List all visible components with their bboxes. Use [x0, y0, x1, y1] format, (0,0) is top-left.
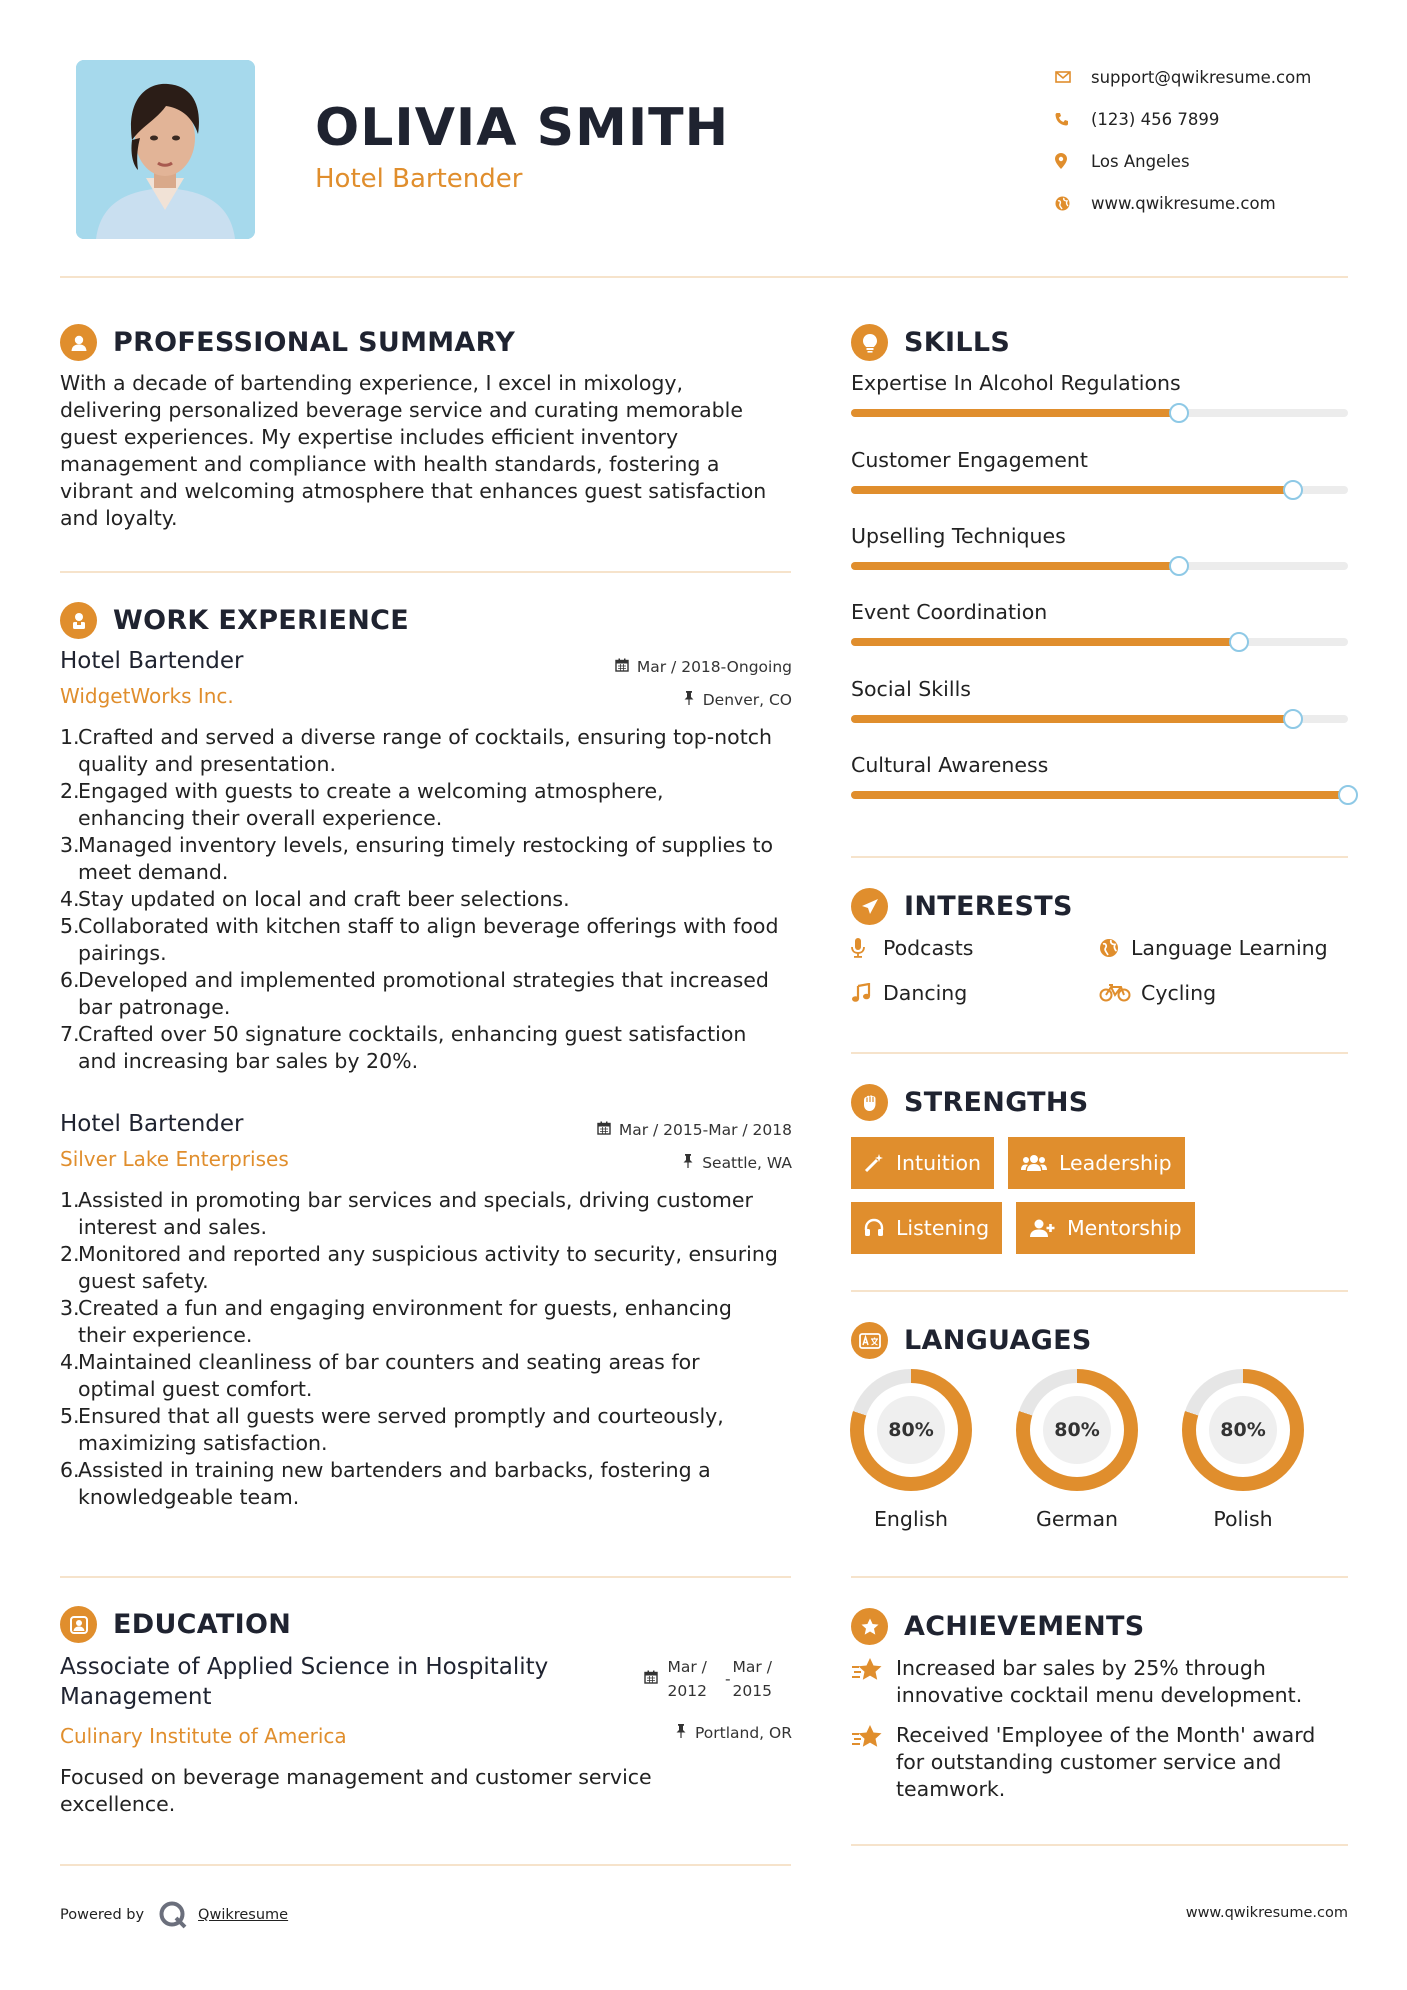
- profile-photo: [76, 60, 255, 239]
- summary-line: guest experiences. My expertise includes efficient inventory: [60, 425, 679, 449]
- experience-title: WORK EXPERIENCE: [113, 605, 409, 636]
- achievements-heading: [851, 1608, 1145, 1645]
- skill-item: [851, 677, 1348, 701]
- qwikresume-logo-icon: [158, 1900, 188, 1930]
- job-company: Silver Lake Enterprises: [60, 1147, 289, 1171]
- language-ring: [1016, 1369, 1138, 1491]
- interests-divider: [851, 1052, 1348, 1054]
- skill-bar-fill: [851, 715, 1293, 723]
- interest-label: Dancing: [883, 981, 968, 1005]
- star-award-icon: [851, 1722, 896, 1803]
- skill-bar-track: [851, 486, 1348, 494]
- pushpin-icon: [682, 1154, 694, 1172]
- list-item: 6. Assisted in training new bartenders and barbacks, fostering a knowledgeable team.: [60, 1458, 711, 1509]
- headphones-icon: [864, 1218, 884, 1238]
- language-ring: [1182, 1369, 1304, 1491]
- skills-title: SKILLS: [904, 327, 1011, 358]
- strength-label: Mentorship: [1067, 1216, 1182, 1240]
- bicycle-icon: [1099, 984, 1141, 1002]
- education-divider: [60, 1864, 791, 1866]
- graduate-icon: [60, 1606, 97, 1643]
- skill-bar-knob: [1283, 480, 1303, 500]
- summary-line: management and compliance with health standards, fostering a: [60, 452, 720, 476]
- contact-website[interactable]: [1055, 182, 1311, 224]
- list-item: 5. Collaborated with kitchen staff to align beverage offerings with food pairings.: [60, 914, 779, 965]
- achievements-title: ACHIEVEMENTS: [904, 1611, 1145, 1642]
- language-name: English: [873, 1507, 949, 1531]
- languages-divider: [851, 1576, 1348, 1578]
- job-entry: [60, 1111, 792, 1511]
- job-date-text: Mar / 2018-Ongoing: [636, 658, 792, 676]
- contact-list: [1055, 56, 1311, 224]
- job-entry: [60, 648, 792, 1075]
- magic-wand-icon: [864, 1153, 884, 1173]
- users-icon: [1021, 1153, 1047, 1173]
- skill-bar-knob: [1338, 785, 1358, 805]
- contact-phone[interactable]: [1055, 98, 1311, 140]
- star-badge-icon: [851, 1608, 888, 1645]
- skill-bar-fill: [851, 638, 1239, 646]
- skill-item: [851, 371, 1348, 395]
- job-location: [682, 1154, 792, 1172]
- globe-icon: [1055, 196, 1091, 211]
- strength-label: Leadership: [1059, 1151, 1172, 1175]
- interest-label: Language Learning: [1131, 936, 1328, 960]
- candidate-role: Hotel Bartender: [315, 164, 523, 194]
- language-name: German: [1035, 1507, 1119, 1531]
- skill-bar-fill: [851, 486, 1293, 494]
- skills-heading: [851, 324, 1010, 361]
- summary-title: PROFESSIONAL SUMMARY: [113, 327, 516, 358]
- pushpin-icon: [675, 1724, 687, 1742]
- skill-bar-fill: [851, 791, 1348, 799]
- pushpin-icon: [683, 691, 695, 709]
- summary-heading: [60, 324, 515, 361]
- language-item: [1016, 1369, 1138, 1531]
- skill-bar-knob: [1169, 403, 1189, 423]
- skill-name: Expertise In Alcohol Regulations: [851, 371, 1181, 395]
- interest-label: Cycling: [1141, 981, 1217, 1005]
- skill-bar-knob: [1229, 632, 1249, 652]
- language-percent: 80%: [1209, 1396, 1277, 1464]
- strength-tag: [851, 1137, 994, 1189]
- strength-tag: [851, 1202, 1002, 1254]
- envelope-icon: [1055, 71, 1091, 83]
- phone-icon: [1055, 112, 1091, 126]
- contact-phone-text: (123) 456 7899: [1091, 109, 1220, 129]
- footer-website[interactable]: www.qwikresume.com: [1185, 1905, 1348, 1921]
- skill-bar-track: [851, 638, 1348, 646]
- microphone-icon: [851, 938, 883, 958]
- interests-heading: [851, 888, 1073, 925]
- skill-bar-knob: [1169, 556, 1189, 576]
- list-item: 4. Stay updated on local and craft beer selections.: [60, 887, 570, 911]
- interest-label: Podcasts: [883, 936, 974, 960]
- skill-bar-knob: [1283, 709, 1303, 729]
- education-title: EDUCATION: [113, 1609, 292, 1640]
- calendar-icon: [615, 658, 629, 676]
- language-percent: 80%: [1043, 1396, 1111, 1464]
- user-plus-icon: [1029, 1218, 1055, 1238]
- achievement-item: [851, 1655, 1331, 1709]
- skill-name: Event Coordination: [851, 600, 1048, 624]
- school-name: Culinary Institute of America: [60, 1724, 347, 1748]
- skill-item: [851, 524, 1348, 548]
- languages-heading: [851, 1322, 1092, 1359]
- contact-location: [1055, 140, 1311, 182]
- globe-icon: [1099, 938, 1131, 958]
- interest-item: [851, 981, 967, 1005]
- language-icon: [851, 1322, 888, 1359]
- education-location: [675, 1724, 792, 1742]
- powered-by-label: Powered by: [60, 1907, 145, 1923]
- skill-bar-fill: [851, 562, 1179, 570]
- list-item: 5. Ensured that all guests were served promptly and courteously, maximizing satisfaction.: [60, 1404, 724, 1455]
- list-item: 2. Engaged with guests to create a welcoming atmosphere, enhancing their overall experience.: [60, 779, 664, 830]
- list-item: 6. Developed and implemented promotional strategies that increased bar patronage.: [60, 968, 769, 1019]
- summary-line: With a decade of bartending experience, I excel in mixology,: [60, 371, 684, 395]
- job-company: WidgetWorks Inc.: [60, 684, 234, 708]
- education-entry: [60, 1652, 792, 1818]
- language-name: Polish: [1213, 1507, 1273, 1531]
- skill-bar-track: [851, 715, 1348, 723]
- achievement-item: [851, 1722, 1331, 1803]
- summary-line: delivering personalized beverage service and curating memorable: [60, 398, 743, 422]
- lightbulb-icon: [851, 324, 888, 361]
- contact-location-text: Los Angeles: [1091, 151, 1190, 171]
- job-location: [683, 691, 792, 709]
- user-icon: [60, 324, 97, 361]
- job-location-text: Denver, CO: [702, 691, 792, 709]
- language-ring: [850, 1369, 972, 1491]
- list-item: 4. Maintained cleanliness of bar counters and seating areas for optimal guest comfort.: [60, 1350, 700, 1401]
- education-date: [644, 1655, 773, 1703]
- skill-bar-track: [851, 562, 1348, 570]
- experience-divider: [60, 1576, 791, 1578]
- summary-line: and loyalty.: [60, 506, 178, 530]
- education-description: Focused on beverage management and customer service excellence.: [60, 1765, 652, 1816]
- education-heading: [60, 1606, 291, 1643]
- list-item: 2. Monitored and reported any suspicious activity to security, ensuring guest safety.: [60, 1242, 778, 1293]
- skill-item: [851, 600, 1348, 624]
- job-duties: [60, 1187, 792, 1511]
- interest-item: [1099, 981, 1216, 1005]
- list-item: 3. Managed inventory levels, ensuring timely restocking of supplies to meet demand.: [60, 833, 774, 884]
- interest-item: [1099, 936, 1328, 960]
- skill-name: Cultural Awareness: [851, 753, 1049, 777]
- job-date-text: Mar / 2015-Mar / 2018: [618, 1121, 792, 1139]
- language-item: [850, 1369, 972, 1531]
- skill-name: Upselling Techniques: [851, 524, 1066, 548]
- edu-end: Mar / 2015: [732, 1658, 772, 1700]
- strength-label: Listening: [896, 1216, 990, 1240]
- summary-line: vibrant and welcoming atmosphere that enhances guest satisfaction: [60, 479, 767, 503]
- edu-start: Mar / 2012: [667, 1658, 707, 1700]
- edu-date-dash: -: [724, 1670, 731, 1688]
- achievements-divider: [851, 1844, 1348, 1846]
- job-duties: [60, 724, 792, 1075]
- experience-heading: [60, 602, 409, 639]
- skills-divider: [851, 856, 1348, 858]
- job-title: Hotel Bartender: [60, 648, 244, 674]
- contact-email-text: support@qwikresume.com: [1091, 67, 1312, 87]
- skill-name: Social Skills: [851, 677, 971, 701]
- skill-bar-fill: [851, 409, 1179, 417]
- skill-bar-track: [851, 409, 1348, 417]
- strength-tag: [1008, 1137, 1185, 1189]
- strengths-heading: [851, 1084, 1089, 1121]
- list-item: 3. Created a fun and engaging environment for guests, enhancing their experience.: [60, 1296, 732, 1347]
- language-item: [1182, 1369, 1304, 1531]
- list-item: 7. Crafted over 50 signature cocktails, enhancing guest satisfaction and increasing bar sales by 20%.: [60, 1022, 747, 1073]
- paper-plane-icon: [851, 888, 888, 925]
- header-divider: [60, 276, 1348, 278]
- list-item: 1. Assisted in promoting bar services and specials, driving customer interest and sales.: [60, 1188, 753, 1239]
- strengths-divider: [851, 1290, 1348, 1292]
- portrait-image: [76, 60, 255, 239]
- list-item: 1. Crafted and served a diverse range of cocktails, ensuring top-notch quality and presentation.: [60, 725, 772, 776]
- job-title: Hotel Bartender: [60, 1111, 244, 1137]
- fist-icon: [851, 1084, 888, 1121]
- music-note-icon: [851, 983, 883, 1003]
- summary-text: [60, 370, 800, 532]
- calendar-icon: [644, 1667, 658, 1691]
- calendar-icon: [597, 1121, 611, 1139]
- achievement-text: Increased bar sales by 25% through innovative cocktail menu development.: [896, 1656, 1303, 1707]
- language-percent: 80%: [877, 1396, 945, 1464]
- briefcase-user-icon: [60, 602, 97, 639]
- degree-title: Associate of Applied Science in Hospitality Management: [60, 1654, 549, 1710]
- job-location-text: Seattle, WA: [702, 1154, 792, 1172]
- interest-item: [851, 936, 973, 960]
- map-pin-icon: [1055, 153, 1091, 169]
- candidate-name: OLIVIA SMITH: [315, 98, 730, 158]
- interests-title: INTERESTS: [904, 891, 1073, 922]
- qwikresume-link[interactable]: Qwikresume: [198, 1907, 289, 1923]
- job-date: [615, 658, 792, 676]
- footer-powered-by: [60, 1900, 288, 1930]
- achievement-text: Received 'Employee of the Month' award for outstanding customer service and teamwork.: [896, 1723, 1316, 1801]
- skill-name: Customer Engagement: [851, 448, 1088, 472]
- skill-item: [851, 448, 1348, 472]
- contact-website-text: www.qwikresume.com: [1091, 193, 1276, 213]
- summary-divider: [60, 571, 791, 573]
- skill-bar-track: [851, 791, 1348, 799]
- strength-label: Intuition: [896, 1151, 982, 1175]
- contact-email[interactable]: [1055, 56, 1311, 98]
- languages-title: LANGUAGES: [904, 1325, 1092, 1356]
- strengths-title: STRENGTHS: [904, 1087, 1089, 1118]
- job-date: [597, 1121, 792, 1139]
- education-location-text: Portland, OR: [694, 1724, 792, 1742]
- skill-item: [851, 753, 1348, 777]
- star-award-icon: [851, 1655, 896, 1709]
- strength-tag: [1016, 1202, 1195, 1254]
